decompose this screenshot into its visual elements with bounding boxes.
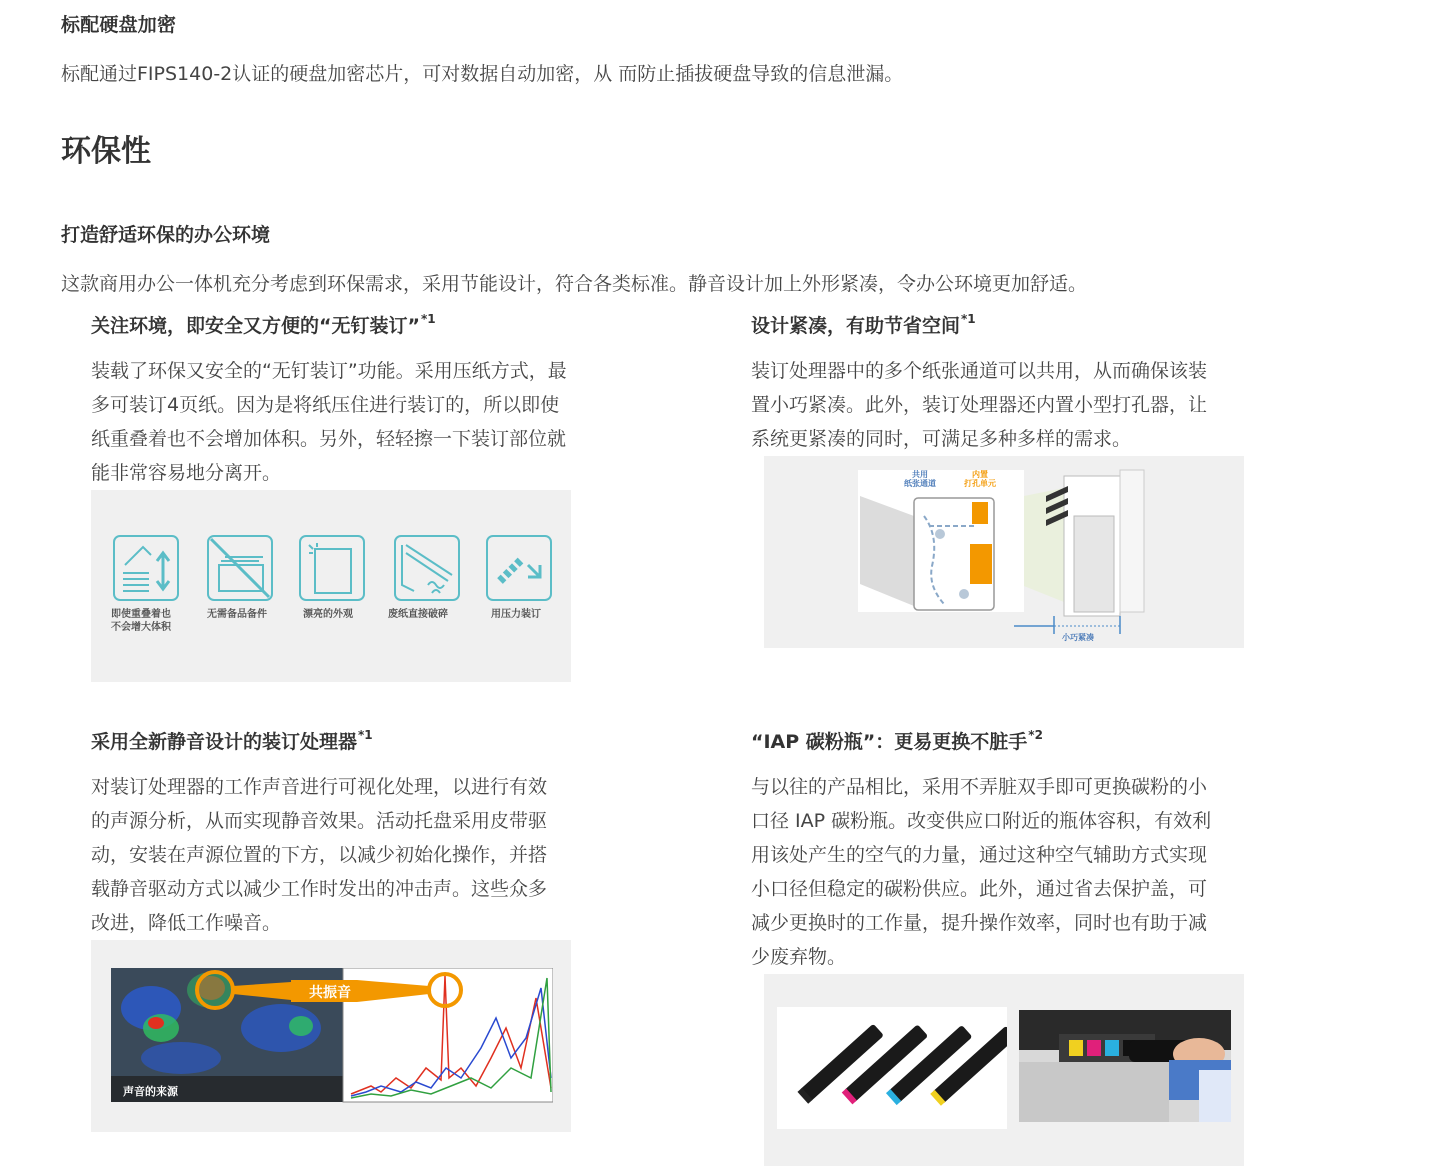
text-line: 装载了环保又安全的“无钉装订”功能。采用压纸方式，最 xyxy=(91,360,567,382)
feature-text-staple-free xyxy=(91,354,631,490)
text-line: 系统更紧凑的同时，可满足多种多样的需求。 xyxy=(751,428,1132,450)
eco-subtitle: 打造舒适环保的办公环境 xyxy=(61,224,271,246)
text-line: 纸重叠着也不会增加体积。另外，轻轻擦一下装订部位就 xyxy=(91,428,567,450)
feature-title-text: 设计紧凑，有助节省空间 xyxy=(751,315,961,337)
text-line: 小口径但稳定的碳粉供应。此外，通过省去保护盖，可 xyxy=(751,878,1208,900)
toner-replacement-photo xyxy=(1019,1010,1231,1122)
finisher-cutaway-illustration xyxy=(764,456,1244,648)
staple-free-icons-figure xyxy=(91,490,571,682)
feature-title-compact xyxy=(751,311,976,338)
feature-title-text: 关注环境，即安全又方便的“无钉装订” xyxy=(91,315,420,337)
feature-title-text: 采用全新静音设计的装订处理器 xyxy=(91,731,358,753)
icon-caption: 用压力装订 xyxy=(491,609,541,620)
punch-unit-label: 内置 打孔单元 xyxy=(964,470,996,488)
feature-text-quiet xyxy=(91,770,631,940)
footnote-mark: *1 xyxy=(961,311,976,326)
encryption-title: 标配硬盘加密 xyxy=(61,14,177,36)
text-line: 能非常容易地分离开。 xyxy=(91,462,282,484)
text-line: 装订处理器中的多个纸张通道可以共用，从而确保该装 xyxy=(751,360,1208,382)
compact-label: 小巧紧凑 xyxy=(1062,633,1094,642)
sound-source-label: 声音的来源 xyxy=(123,1085,178,1098)
resonance-label: 共振音 xyxy=(309,985,351,1001)
text-line: 对装订处理器的工作声音进行可视化处理，以进行有效 xyxy=(91,776,548,798)
text-line: 载静音驱动方式以减少工作时发出的冲击声。这些众多 xyxy=(91,878,548,900)
text-line: 置小巧紧凑。此外，装订处理器还内置小型打孔器，让 xyxy=(751,394,1208,416)
text-line: 与以往的产品相比，采用不弄脏双手即可更换碳粉的小 xyxy=(751,776,1208,798)
feature-text-compact xyxy=(751,354,1291,456)
text-line: 少废弃物。 xyxy=(751,946,847,968)
noise-analysis-figure xyxy=(91,940,571,1132)
feature-title-text: “IAP 碳粉瓶”：更易更换不脏手 xyxy=(751,731,1028,753)
eco-title: 环保性 xyxy=(61,134,151,169)
text-line: 的声源分析，从而实现静音效果。活动托盘采用皮带驱 xyxy=(91,810,548,832)
stack-arrow-icon xyxy=(113,535,179,601)
text-line: 动，安装在声源位置的下方，以减少初始化操作，并搭 xyxy=(91,844,548,866)
text-line: 口径 IAP 碳粉瓶。改变供应口附近的瓶体容积，有效利 xyxy=(751,810,1212,832)
text-line: 减少更换时的工作量，提升操作效率，同时也有助于减 xyxy=(751,912,1208,934)
feature-title-iap-toner xyxy=(751,727,1043,754)
compact-finisher-diagram xyxy=(764,456,1244,648)
text-line: 多可装订4页纸。因为是将纸压住进行装订的，所以即使 xyxy=(91,394,560,416)
footnote-mark: *1 xyxy=(420,311,436,326)
footnote-mark: *2 xyxy=(1028,727,1043,742)
press-icon xyxy=(486,535,552,601)
text-line: 改进，降低工作噪音。 xyxy=(91,912,282,934)
encryption-text: 标配通过FIPS140-2认证的硬盘加密芯片，可对数据自动加密，从 而防止插拔硬盘导致的信息泄漏。 xyxy=(61,63,904,85)
feature-text-iap-toner xyxy=(751,770,1291,974)
iap-toner-figure xyxy=(764,974,1244,1166)
clean-page-icon xyxy=(299,535,365,601)
shared-path-label: 共用 纸张通道 xyxy=(904,470,936,488)
icon-caption: 漂亮的外观 xyxy=(303,609,353,620)
icon-caption: 废纸直接破碎 xyxy=(388,609,448,620)
footnote-mark: *1 xyxy=(358,727,373,742)
toner-bottles-photo xyxy=(777,1007,1007,1129)
shredder-icon xyxy=(394,535,460,601)
icon-caption: 无需备品备件 xyxy=(207,609,267,620)
feature-title-quiet xyxy=(91,727,373,754)
icon-caption xyxy=(111,608,171,634)
feature-title-staple-free xyxy=(91,311,436,338)
icon-caption-line: 不会增大体积 xyxy=(111,622,171,633)
text-line: 用该处产生的空气的力量，通过这种空气辅助方式实现 xyxy=(751,844,1208,866)
no-staple-icon xyxy=(207,535,273,601)
icon-caption-line: 即使重叠着也 xyxy=(111,609,171,620)
eco-intro: 这款商用办公一体机充分考虑到环保需求，采用节能设计，符合各类标准。静音设计加上外形紧凑，令办公环境更加舒适。 xyxy=(61,273,1088,295)
